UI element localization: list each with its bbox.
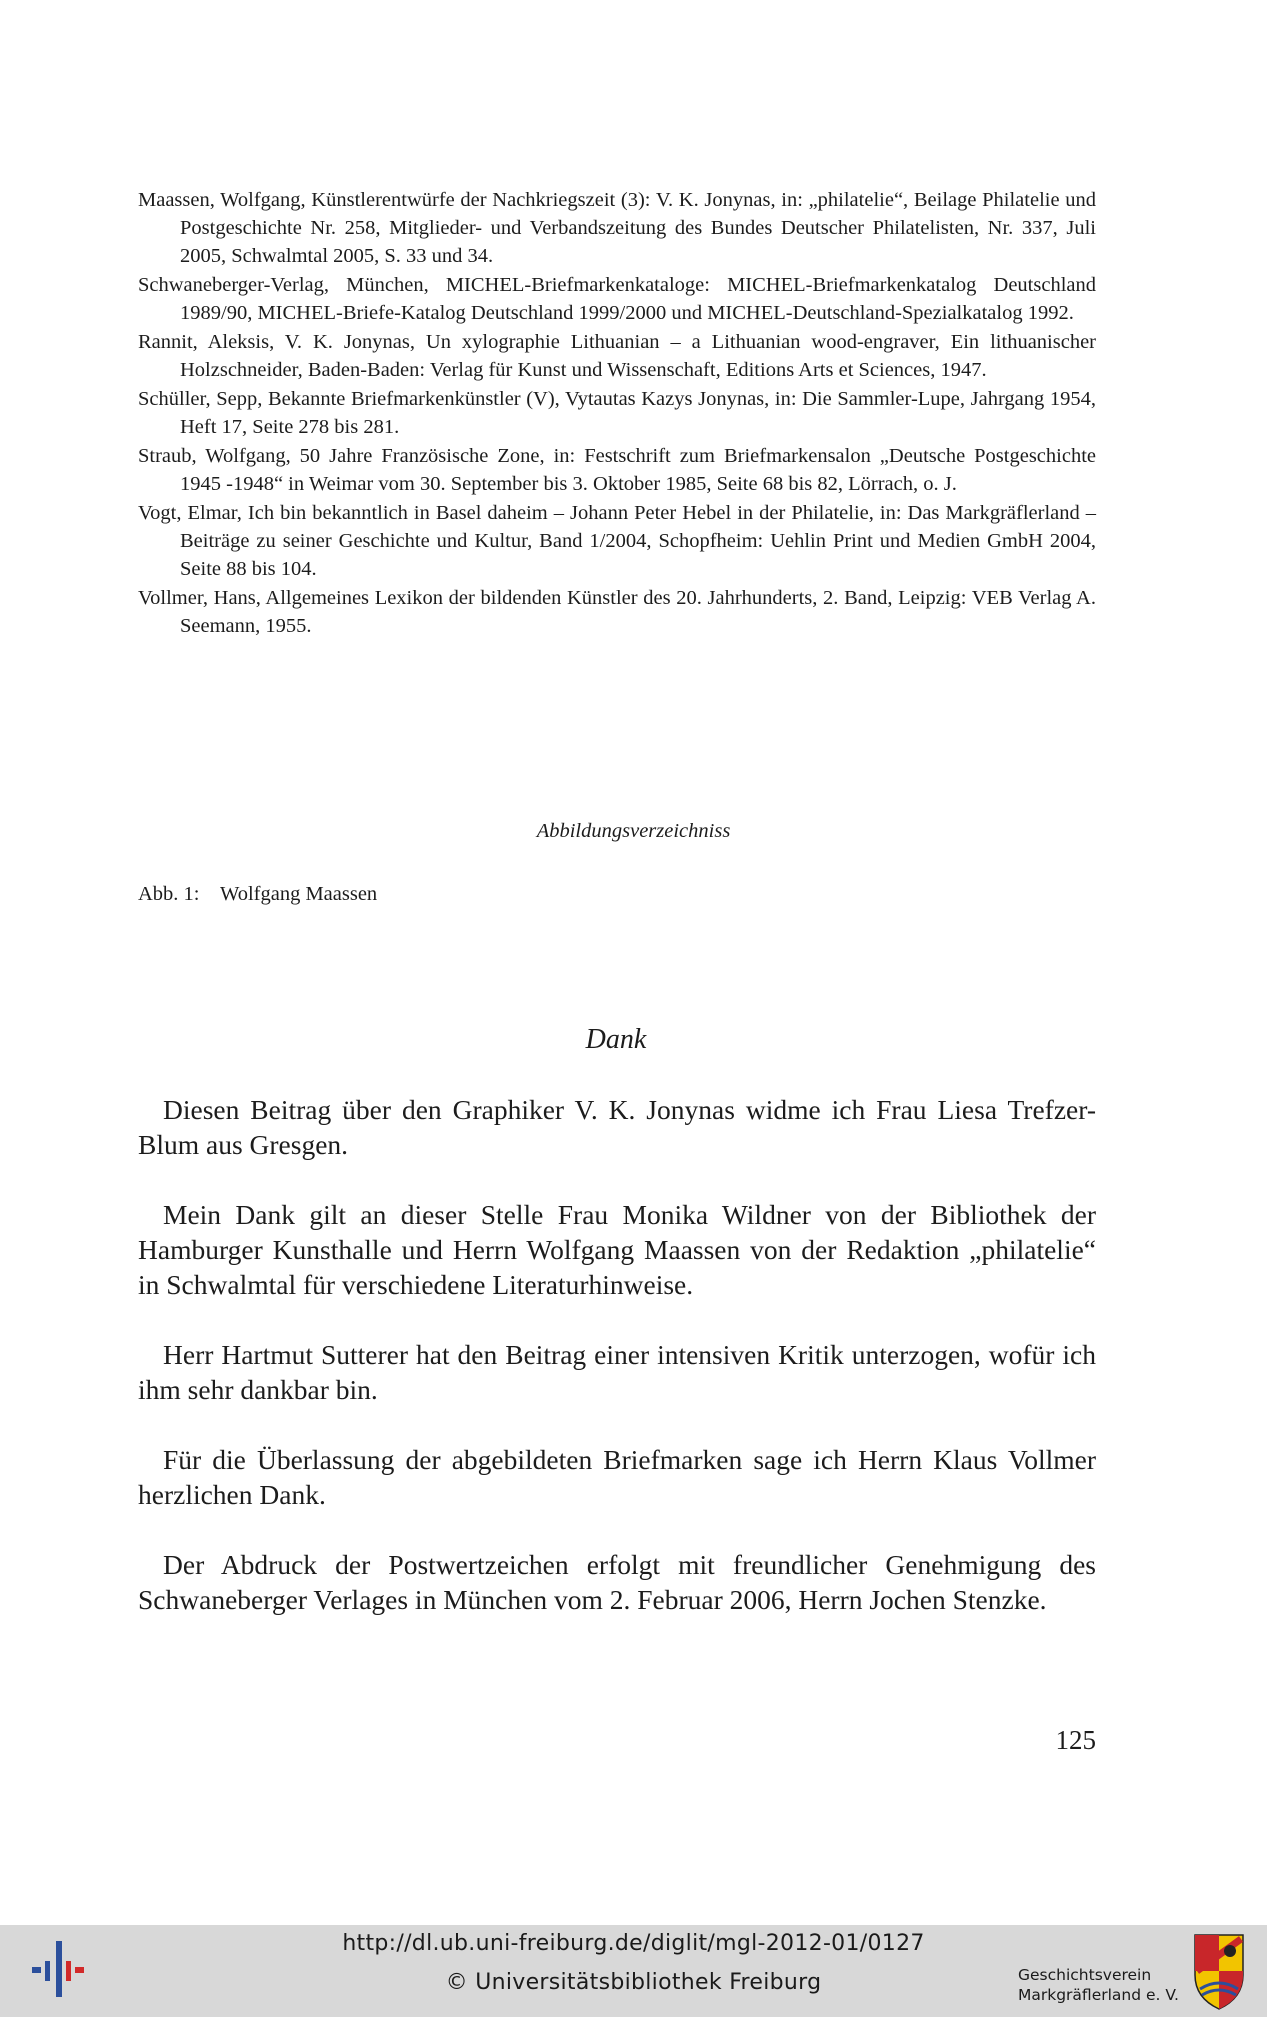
acknowledgement-paragraph: Herr Hartmut Sutterer hat den Beitrag einer intensiven Kritik unterzogen, wofür ich ihm sehr dankbar bin. <box>138 1339 1096 1405</box>
figure-number: Abb. 1: <box>138 883 200 905</box>
society-name-line: Geschichtsverein <box>1018 1966 1152 1984</box>
copyright-notice: © Universitätsbibliothek Freiburg <box>445 1970 822 1995</box>
page-number: 125 <box>1055 1725 1096 1755</box>
bibliography-entry: Vollmer, Hans, Allgemeines Lexikon der bildenden Künstler des 20. Jahrhunderts, 2. Band, Leipzig: VEB Verlag A. Seemann, 1955. <box>138 587 1096 637</box>
acknowledgement-paragraph: Für die Überlassung der abgebildeten Briefmarken sage ich Herrn Klaus Vollmer herzlichen Dank. <box>138 1444 1096 1510</box>
society-name-line: Markgräflerland e. V. <box>1018 1986 1179 2004</box>
permalink-url[interactable]: http://dl.ub.uni-freiburg.de/diglit/mgl-2012-01/0127 <box>342 1931 925 1956</box>
bibliography-list <box>138 186 1096 641</box>
bibliography-entry: Rannit, Aleksis, V. K. Jonynas, Un xylographie Lithuanian – a Lithuanian wood-engraver, Ein lithuanischer Holzschneider, Baden-Baden: Verlag für Kunst und Wissenschaft, Editions Arts et Sciences, 1947. <box>138 331 1096 381</box>
figure-index-entry <box>138 883 377 906</box>
bibliography-entry: Maassen, Wolfgang, Künstlerentwürfe der Nachkriegszeit (3): V. K. Jonynas, in: „philatelie“, Beilage Philatelie und Postgeschichte Nr. 258, Mitglieder- und Verbandszeitung des Bundes Deutscher Philatelisten, Nr. 337, Juli 2005, Schwalmtal 2005, S. 33 und 34. <box>138 189 1096 267</box>
bibliography-entry: Schüller, Sepp, Bekannte Briefmarkenkünstler (V), Vytautas Kazys Jonynas, in: Die Sammler-Lupe, Jahrgang 1954, Heft 17, Seite 278 bis 281. <box>138 388 1096 438</box>
figure-index-heading: Abbildungsverzeichniss <box>536 820 731 842</box>
acknowledgement-paragraph: Diesen Beitrag über den Graphiker V. K. Jonynas widme ich Frau Liesa Trefzer-Blum aus Gresgen. <box>138 1094 1096 1160</box>
acknowledgements-body <box>138 1092 1096 1652</box>
bibliography-entry: Vogt, Elmar, Ich bin bekanntlich in Basel daheim – Johann Peter Hebel in der Philatelie, in: Das Markgräflerland – Beiträge zu seiner Geschichte und Kultur, Band 1/2004, Schopfheim: Uehlin Print und Medien GmbH 2004, Seite 88 bis 104. <box>138 502 1096 580</box>
bibliography-entry: Schwaneberger-Verlag, München, MICHEL-Briefmarkenkataloge: MICHEL-Briefmarkenkatalog Deutschland 1989/90, MICHEL-Briefe-Katalog Deutschland 1999/2000 und MICHEL-Deutschland-Spezialkatalog 1992. <box>138 274 1096 324</box>
acknowledgement-paragraph: Mein Dank gilt an dieser Stelle Frau Monika Wildner von der Bibliothek der Hamburger Kunsthalle und Herrn Wolfgang Maassen von der Redaktion „philatelie“ in Schwalmtal für verschiedene Literaturhinweise. <box>138 1199 1096 1300</box>
acknowledgements-heading: Dank <box>585 1024 647 1055</box>
coat-of-arms-icon <box>1192 1931 1246 2011</box>
figure-credit: Wolfgang Maassen <box>220 883 378 905</box>
acknowledgement-paragraph: Der Abdruck der Postwertzeichen erfolgt mit freundlicher Genehmigung des Schwaneberger Verlages in München vom 2. Februar 2006, Herrn Jochen Stenzke. <box>138 1549 1096 1615</box>
bibliography-entry: Straub, Wolfgang, 50 Jahre Französische Zone, in: Festschrift zum Briefmarkensalon „Deutsche Postgeschichte 1945 -1948“ in Weimar vom 30. September bis 3. Oktober 1985, Seite 68 bis 82, Lörrach, o. J. <box>138 445 1096 495</box>
society-name <box>1018 1965 1179 2005</box>
viewer-footer <box>0 1925 1267 2017</box>
